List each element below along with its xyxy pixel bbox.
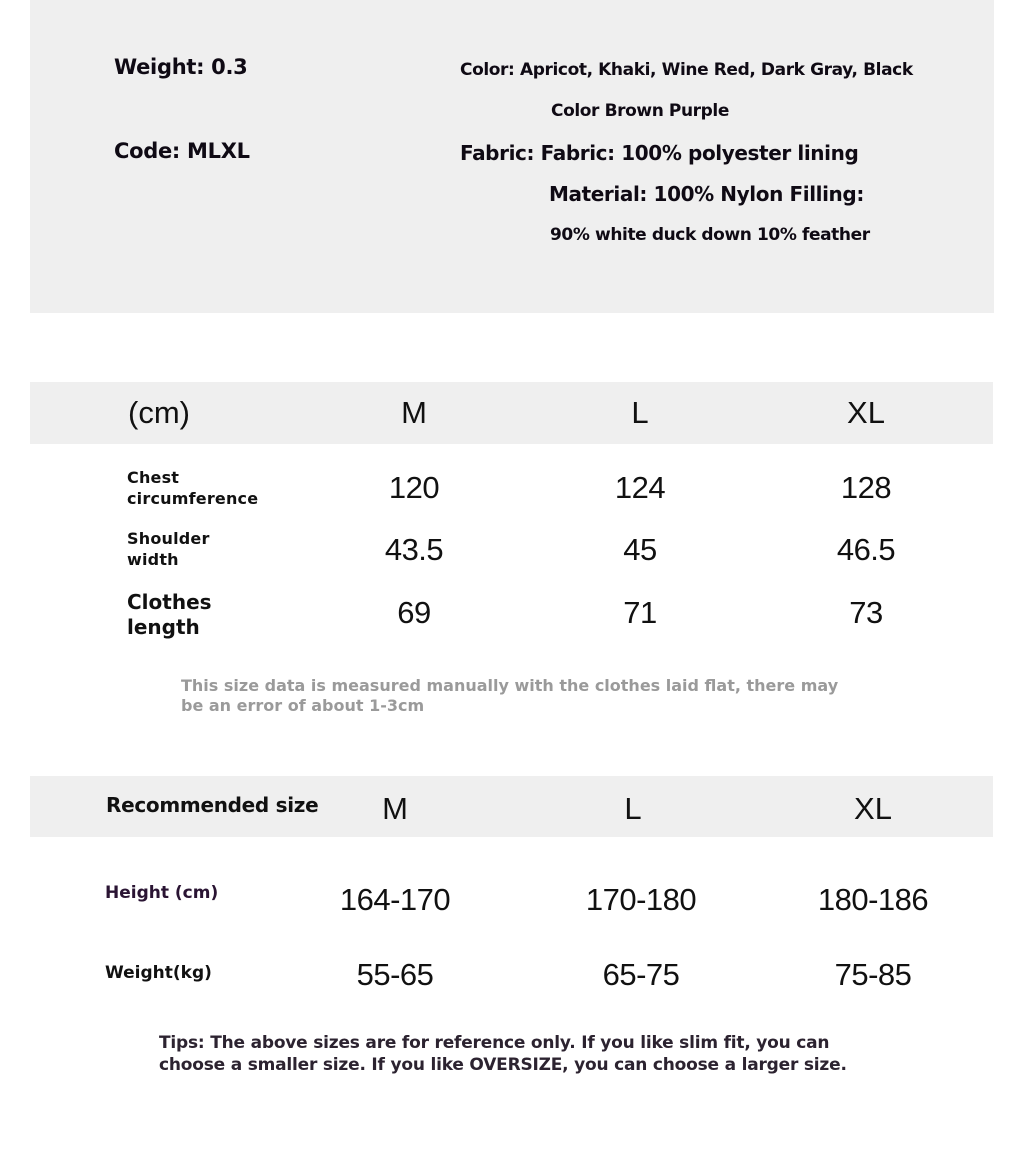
table-cell: 170-180 [585, 882, 697, 917]
row-label-chest [127, 467, 258, 509]
sizing-tips: Tips: The above sizes are for reference only. If you like slim fit, you can choose a smaller size. If you like OVERSIZE, you can choose a larger size. [159, 1033, 847, 1075]
row-label-shoulder-line1: Shoulder [127, 529, 210, 548]
table-cell: 75-85 [834, 957, 912, 992]
row-label-shoulder [127, 528, 210, 570]
row-label-shoulder-line2: width [127, 550, 179, 569]
color-text-line2: Color Brown Purple [551, 101, 729, 121]
size-column-m: M [401, 395, 427, 430]
fabric-text-line3: 90% white duck down 10% feather [550, 225, 870, 245]
table-cell: 65-75 [602, 957, 680, 992]
code-text: Code: MLXL [114, 139, 250, 163]
row-label-length-line2: length [127, 615, 200, 639]
table-cell: 120 [388, 470, 440, 505]
table-cell: 69 [397, 595, 431, 630]
color-text-line1: Color: Apricot, Khaki, Wine Red, Dark Gray, Black [460, 60, 913, 80]
row-label-length-line1: Clothes [127, 590, 212, 614]
table-cell: 73 [849, 595, 883, 630]
table-cell: 45 [623, 532, 657, 567]
fabric-text-line1: Fabric: Fabric: 100% polyester lining [460, 141, 859, 165]
row-label-chest-line1: Chest [127, 468, 180, 487]
table-cell: 46.5 [836, 532, 896, 567]
recommended-column-xl: XL [854, 791, 892, 826]
fabric-text-line2: Material: 100% Nylon Filling: [549, 182, 864, 206]
table-cell: 164-170 [339, 882, 451, 917]
table-cell: 128 [840, 470, 892, 505]
unit-header: (cm) [128, 395, 190, 430]
recommended-column-l: L [624, 791, 642, 826]
size-column-l: L [631, 395, 649, 430]
recommended-size-header: Recommended size [106, 793, 319, 817]
row-label-weight: Weight(kg) [105, 963, 212, 983]
table-cell: 180-186 [817, 882, 929, 917]
recommended-column-m: M [382, 791, 408, 826]
row-label-length [127, 590, 212, 640]
row-label-height: Height (cm) [105, 883, 219, 903]
measurement-note: This size data is measured manually with the clothes laid flat, there may be an error of about 1-3cm [181, 676, 839, 715]
size-column-xl: XL [847, 395, 885, 430]
table-cell: 55-65 [356, 957, 434, 992]
weight-text: Weight: 0.3 [114, 55, 248, 79]
table-cell: 43.5 [384, 532, 444, 567]
table-cell: 71 [623, 595, 657, 630]
table-cell: 124 [614, 470, 666, 505]
row-label-chest-line2: circumference [127, 489, 259, 508]
